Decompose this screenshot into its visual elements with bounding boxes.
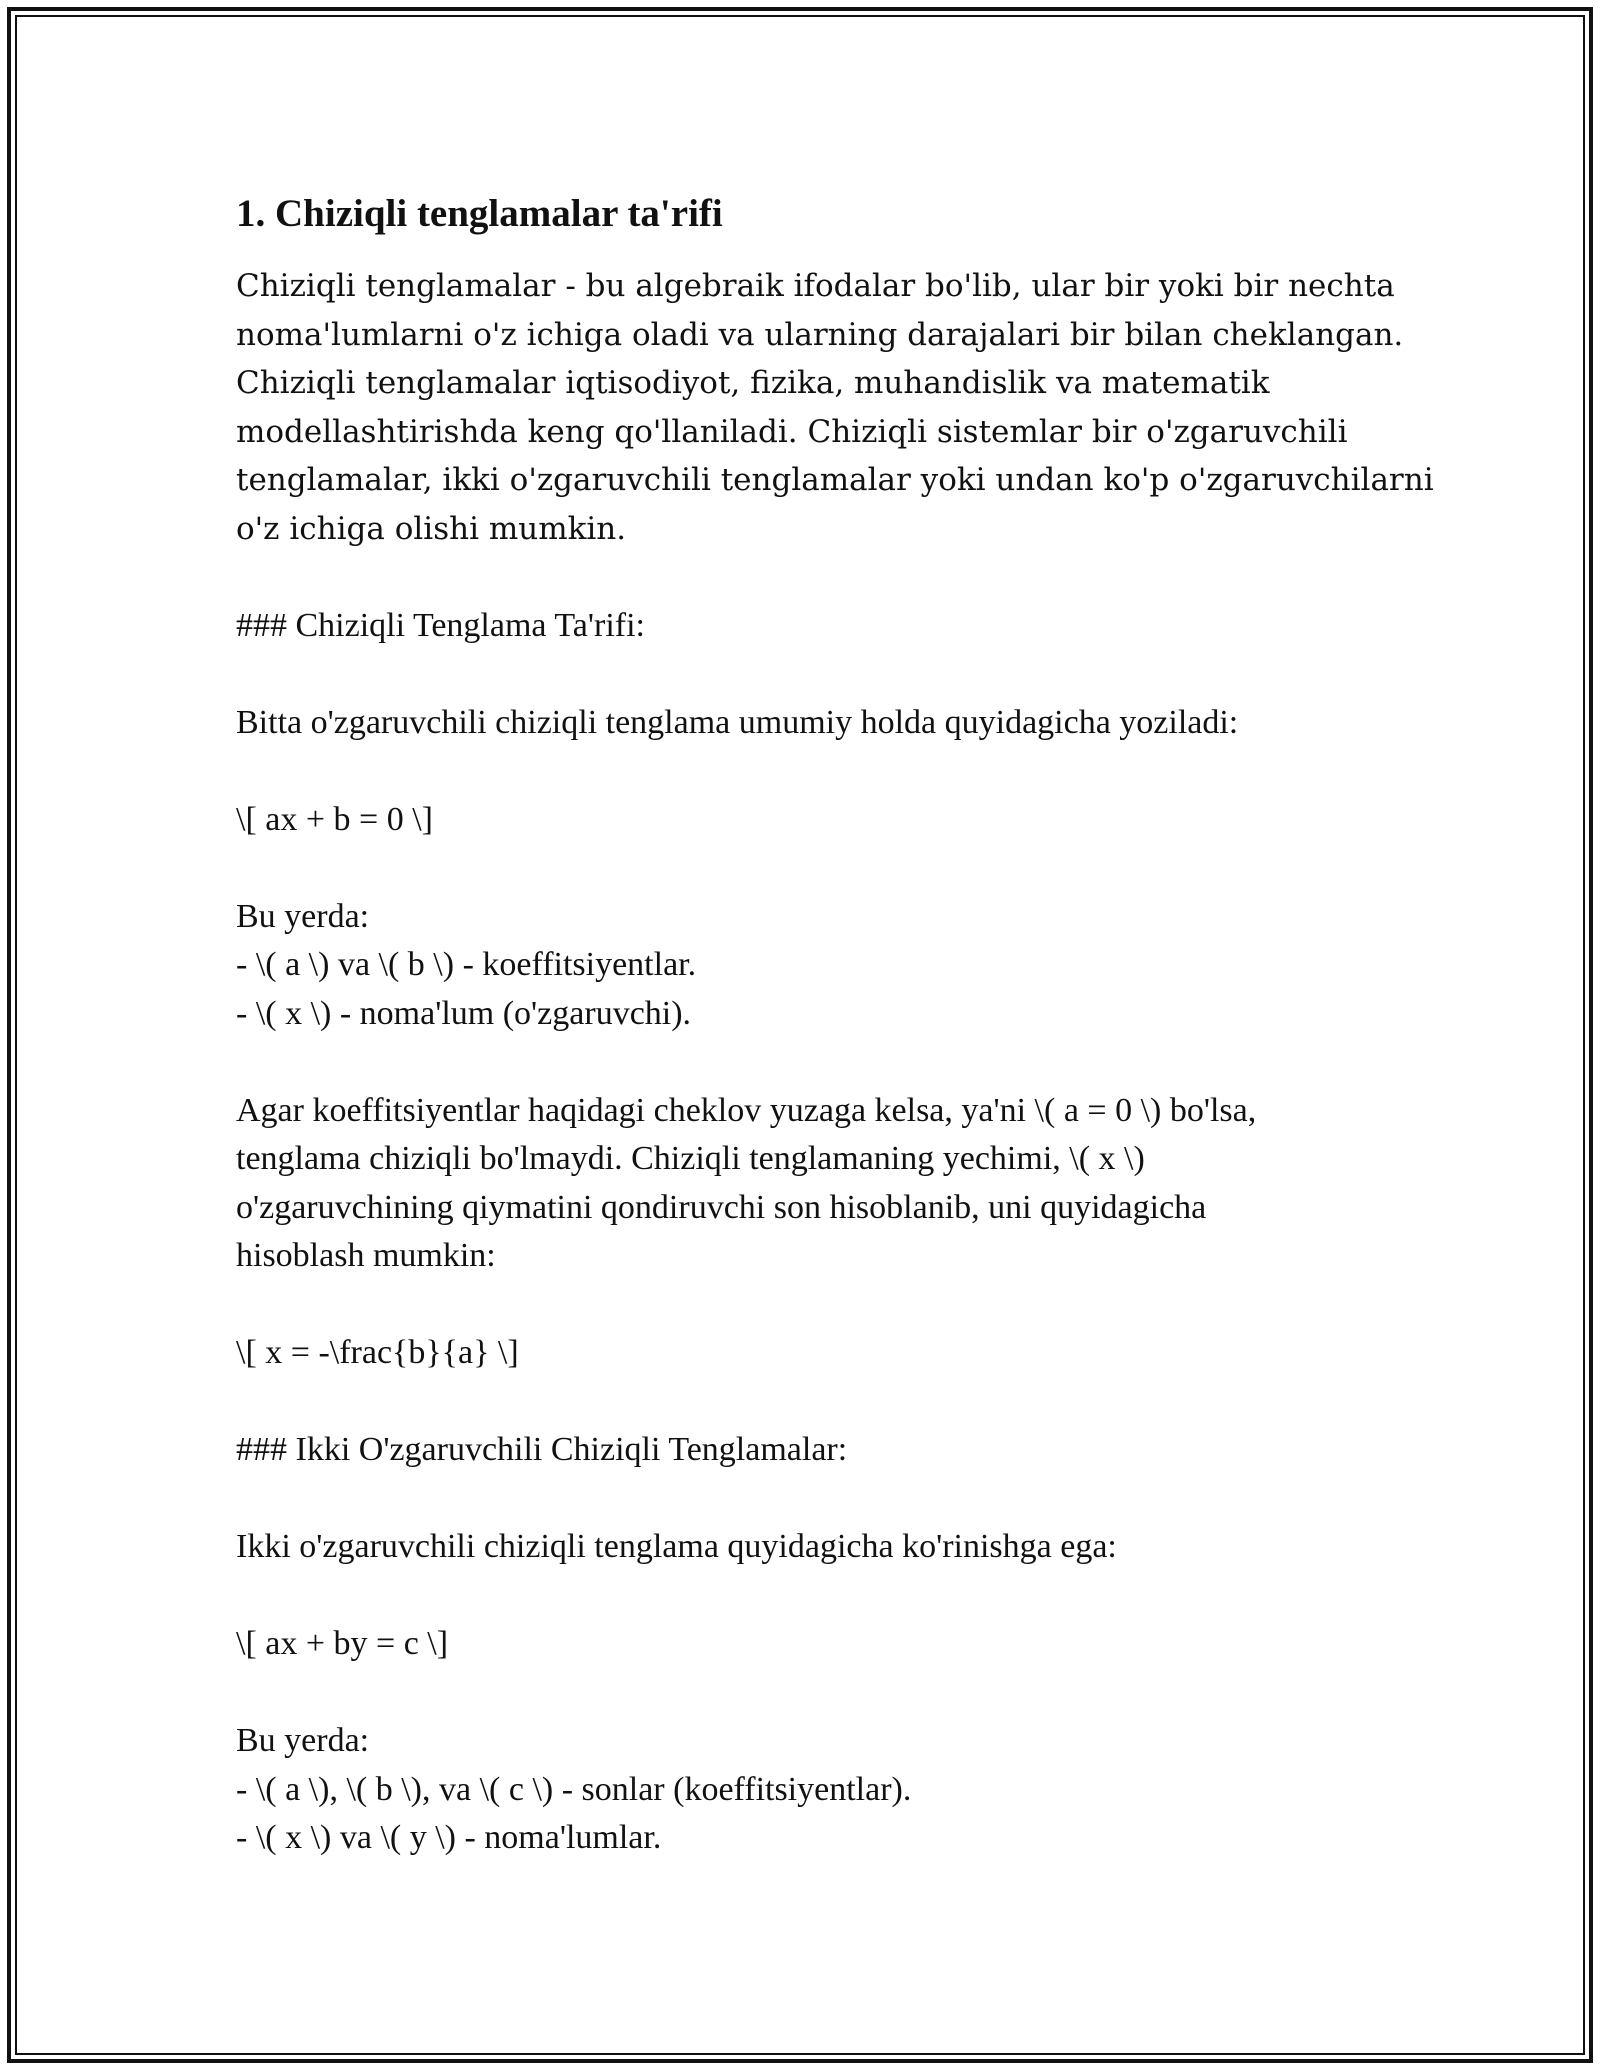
page-title: 1. Chiziqli tenglamalar ta'rifi [236,192,723,235]
equation-linear-one-var: \[ ax + b = 0 \] [236,800,433,838]
condition-paragraph [236,1087,1366,1281]
condition-line: o'zgaruvchining qiymatini qondiruvchi son hisoblanib, uni quyidagicha [236,1188,1207,1226]
spacer [236,1281,1366,1330]
spacer [236,1669,1366,1718]
condition-line: hisoblash mumkin: [236,1237,496,1274]
where-label: Bu yerda: [236,897,370,935]
spacer [236,844,1366,893]
spacer [236,1572,1366,1621]
document-body [236,188,1434,1863]
section-title-two-vars: ### Ikki O'zgaruvchili Chiziqli Tenglamalar: [236,1431,848,1468]
intro-line: Chiziqli tenglamalar - bu algebraik ifodalar bo'lib, ular bir yoki bir nechta [236,268,1395,304]
equation-linear-two-vars: \[ ax + by = c \] [236,1625,449,1662]
intro-line: noma'lumlarni o'z ichiga oladi va ularning darajalari bir bilan cheklangan. [236,316,1404,353]
where-block-1 [236,893,1366,1039]
where-block-2 [236,1717,1366,1863]
section-text-two-vars: Ikki o'zgaruvchili chiziqli tenglama quyidagicha ko'rinishga ega: [236,1528,1117,1565]
section-title-definition: ### Chiziqli Tenglama Ta'rifi: [236,606,645,644]
where-item: - \( a \), \( b \), va \( c \) - sonlar (koeffitsiyentlar). [236,1770,912,1808]
spacer [236,1038,1366,1087]
spacer [236,747,1366,796]
section-text-definition: Bitta o'zgaruvchili chiziqli tenglama umumiy holda quyidagicha yoziladi: [236,703,1239,741]
where-item: - \( x \) va \( y \) - noma'lumlar. [236,1819,662,1856]
spacer [236,553,1366,602]
where-label: Bu yerda: [236,1722,370,1759]
intro-line: tenglamalar, ikki o'zgaruvchili tenglamalar yoki undan ko'p o'zgaruvchilarni [236,462,1434,498]
spacer [236,240,1366,262]
spacer [236,650,1366,699]
intro-line: Chiziqli tenglamalar iqtisodiyot, fizika, muhandislik va matematik [236,365,1270,401]
intro-line: modellashtirishda keng qo'llaniladi. Chiziqli sistemlar bir o'zgaruvchili [236,413,1348,450]
equation-solution: \[ x = -\frac{b}{a} \] [236,1334,519,1371]
where-item: - \( a \) va \( b \) - koeffitsiyentlar. [236,946,697,983]
spacer [236,1475,1366,1524]
condition-line: Agar koeffitsiyentlar haqidagi cheklov yuzaga kelsa, ya'ni \( a = 0 \) bo'lsa, [236,1091,1257,1129]
condition-line: tenglama chiziqli bo'lmaydi. Chiziqli tenglamaning yechimi, \( x \) [236,1140,1145,1177]
intro-line: o'z ichiga olishi mumkin. [236,510,627,547]
intro-paragraph [236,262,1434,553]
where-item: - \( x \) - noma'lum (o'zgaruvchi). [236,994,692,1032]
spacer [236,1378,1366,1427]
